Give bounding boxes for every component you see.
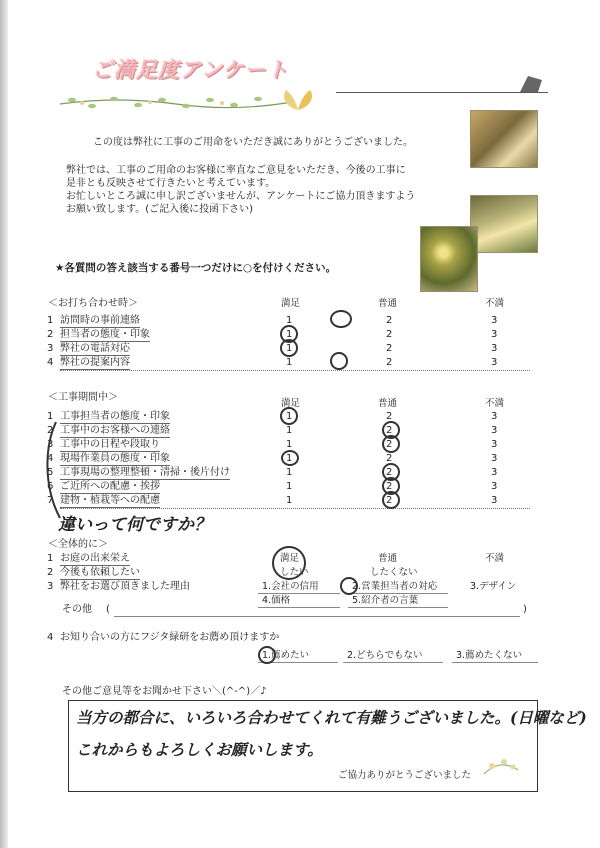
recommend-option-2[interactable]: 2.どちらでもない: [347, 650, 423, 661]
garden-photo-3: [420, 226, 478, 292]
flower-decoration-icon: [480, 748, 522, 778]
intro-line-5: お願い致します。(ご記入後に投函下さい): [66, 204, 254, 215]
row-num: 7: [47, 495, 54, 506]
option-2[interactable]: 2: [386, 453, 393, 464]
hand-circle-mark: [272, 546, 306, 580]
row-label: 弊社をお選び頂きました理由: [60, 581, 190, 592]
row-num: 3: [47, 343, 54, 354]
row-label: 工事現場の整理整頓・清掃・後片付け: [60, 467, 230, 478]
option-3[interactable]: 3: [491, 481, 498, 492]
section2-rule: [60, 508, 530, 509]
option-2[interactable]: 2: [386, 343, 393, 354]
intro-line-1: この度は弊社に工事のご用命をいただき誠にありがとうございました。: [93, 137, 413, 148]
option-3[interactable]: 3: [491, 439, 498, 450]
scale-good-2: 満足: [281, 398, 301, 409]
row-num: 4: [47, 632, 54, 643]
section2-header: ＜工事期間中＞: [48, 392, 118, 403]
intro-line-2: 弊社では、工事のご用命のお客様に率直なご意見をいただき、今後の工事に: [66, 165, 406, 176]
intro-line-4: お忙しいところ誠に申し訳ございませんが、アンケートにご協力頂きますよう: [66, 191, 416, 202]
recommend-option-3[interactable]: 3.薦めたくない: [456, 650, 523, 661]
reason-option-2[interactable]: 2.営業担当者の対応: [352, 581, 438, 592]
option-3[interactable]: 3: [491, 495, 498, 506]
handwritten-note: 違いって何ですか？: [58, 515, 211, 535]
hand-circle-mark: [382, 491, 400, 509]
option-1[interactable]: 1: [286, 357, 293, 368]
scale-bad-2: 不満: [485, 398, 505, 409]
comments-label: その他ご意見等をお聞かせ下さい＼(^-^)／♪: [62, 686, 267, 697]
option-2[interactable]: 2: [386, 425, 393, 436]
corner-mark-icon: [518, 74, 544, 94]
hand-circle-mark: [340, 577, 358, 595]
row-label: 工事担当者の態度・印象: [60, 411, 170, 422]
reason-option-1[interactable]: 1.会社の信用: [262, 581, 319, 592]
reason-option-3[interactable]: 3.デザイン: [470, 581, 517, 592]
option-rule: [343, 662, 443, 663]
section1-rule: [60, 370, 530, 371]
hand-circle-mark: [280, 407, 298, 425]
option-1[interactable]: 1: [286, 467, 293, 478]
intro-line-3: 是非とも反映させて行きたいと考えています。: [66, 178, 276, 189]
garden-photo-1: [470, 110, 538, 168]
section1-header: ＜お打ち合わせ時＞: [48, 298, 138, 309]
row-num: 2: [47, 329, 54, 340]
scale-mid-1: 普通: [378, 298, 398, 309]
option-3[interactable]: 3: [491, 315, 498, 326]
closing-thanks: ご協力ありがとうございました: [338, 770, 472, 781]
instruction: ★各質問の答え該当する番号一つだけに○を付けください。: [55, 262, 337, 274]
row-label: ご近所への配慮・挨拶: [60, 481, 160, 492]
hand-circle-mark: [280, 339, 298, 357]
row-label: 今後も依頼したい: [60, 567, 140, 578]
option-1[interactable]: 1: [286, 453, 293, 464]
option-1[interactable]: 1: [286, 329, 293, 340]
reason-option-4[interactable]: 4.価格: [262, 595, 291, 606]
hand-circle-mark: [258, 646, 276, 664]
comment-line-1: 当方の都合に、いろいろ合わせてくれて有難うございました。(日曜など): [76, 708, 587, 727]
option-1[interactable]: したい: [280, 567, 309, 578]
other-close-paren: ): [523, 604, 527, 615]
other-input[interactable]: [114, 616, 520, 617]
row-num: 1: [47, 553, 54, 564]
other-open-paren: (: [106, 604, 110, 615]
option-3[interactable]: 3: [491, 467, 498, 478]
reason-option-5[interactable]: 5.紹介者の言葉: [352, 595, 419, 606]
row-num: 1: [47, 315, 54, 326]
option-rule: [258, 593, 340, 594]
row-num: 4: [47, 357, 54, 368]
option-3[interactable]: 不満: [485, 553, 505, 564]
option-2[interactable]: 2: [386, 467, 393, 478]
option-3[interactable]: 3: [491, 357, 498, 368]
option-2[interactable]: 2: [386, 411, 393, 422]
option-3[interactable]: 3: [491, 329, 498, 340]
hand-circle-mark: [382, 435, 400, 453]
hand-circle-mark: [281, 450, 299, 466]
scale-mid-2: 普通: [378, 398, 398, 409]
row-label: お庭の出来栄え: [60, 553, 130, 564]
row-num: 1: [47, 411, 54, 422]
butterfly-icon: [278, 84, 318, 112]
option-1[interactable]: 1: [286, 315, 293, 326]
row-label: 工事中の日程や段取り: [60, 439, 160, 450]
scale-bad-1: 不満: [485, 298, 505, 309]
section3-header: ＜全体的に＞: [48, 539, 108, 550]
row-label: 建物・植栽等への配慮: [60, 495, 160, 506]
option-3[interactable]: 3: [491, 453, 498, 464]
row-label: 現場作業員の態度・印象: [60, 453, 170, 464]
option-3[interactable]: 3: [491, 343, 498, 354]
hand-circle-mark: [330, 310, 352, 328]
option-2[interactable]: 2: [386, 439, 393, 450]
row-num: 6: [47, 481, 54, 492]
option-rule: [348, 593, 448, 594]
option-2[interactable]: 2: [386, 357, 393, 368]
option-rule: [258, 607, 340, 608]
option-1[interactable]: 1: [286, 439, 293, 450]
option-1[interactable]: 1: [286, 343, 293, 354]
comment-line-2: これからもよろしくお願いします。: [76, 740, 323, 759]
vine-decoration-icon: [58, 92, 294, 112]
option-1[interactable]: 満足: [280, 553, 300, 564]
option-3[interactable]: 3: [491, 425, 498, 436]
option-2[interactable]: 普通: [378, 553, 398, 564]
row-num: 3: [47, 581, 54, 592]
option-rule: [452, 662, 538, 663]
row-num: 4: [47, 453, 54, 464]
option-rule: [348, 607, 448, 608]
option-2[interactable]: 2: [386, 315, 393, 326]
row-label: お知り合いの方にフジタ緑研をお薦め頂けますか: [60, 632, 280, 643]
page-title: ご満足度アンケート: [92, 58, 289, 82]
scan-edge: [0, 0, 8, 848]
recommend-option-1[interactable]: 1.薦めたい: [262, 650, 310, 661]
row-label: 担当者の態度・印象: [60, 329, 150, 340]
option-2[interactable]: 2: [386, 481, 393, 492]
row-num: 3: [47, 439, 54, 450]
row-label: 弊社の提案内容: [60, 357, 130, 368]
option-2[interactable]: したくない: [370, 567, 418, 578]
option-1[interactable]: 1: [286, 495, 293, 506]
option-2[interactable]: 2: [386, 329, 393, 340]
title-rule: [336, 92, 548, 93]
row-num: 5: [47, 467, 54, 478]
option-1[interactable]: 1: [286, 425, 293, 436]
option-1[interactable]: 1: [286, 481, 293, 492]
row-num: 2: [47, 567, 54, 578]
option-1[interactable]: 1: [286, 411, 293, 422]
row-num: 2: [47, 425, 54, 436]
scale-good-1: 満足: [281, 298, 301, 309]
option-3[interactable]: 3: [491, 411, 498, 422]
row-label: 訪問時の事前連絡: [60, 315, 140, 326]
row-label: 工事中のお客様への連絡: [60, 425, 170, 436]
garden-photo-2: [470, 195, 538, 253]
other-label: その他: [62, 604, 92, 615]
hand-circle-mark: [330, 352, 348, 370]
row-label: 弊社の電話対応: [60, 343, 130, 354]
option-2[interactable]: 2: [386, 495, 393, 506]
